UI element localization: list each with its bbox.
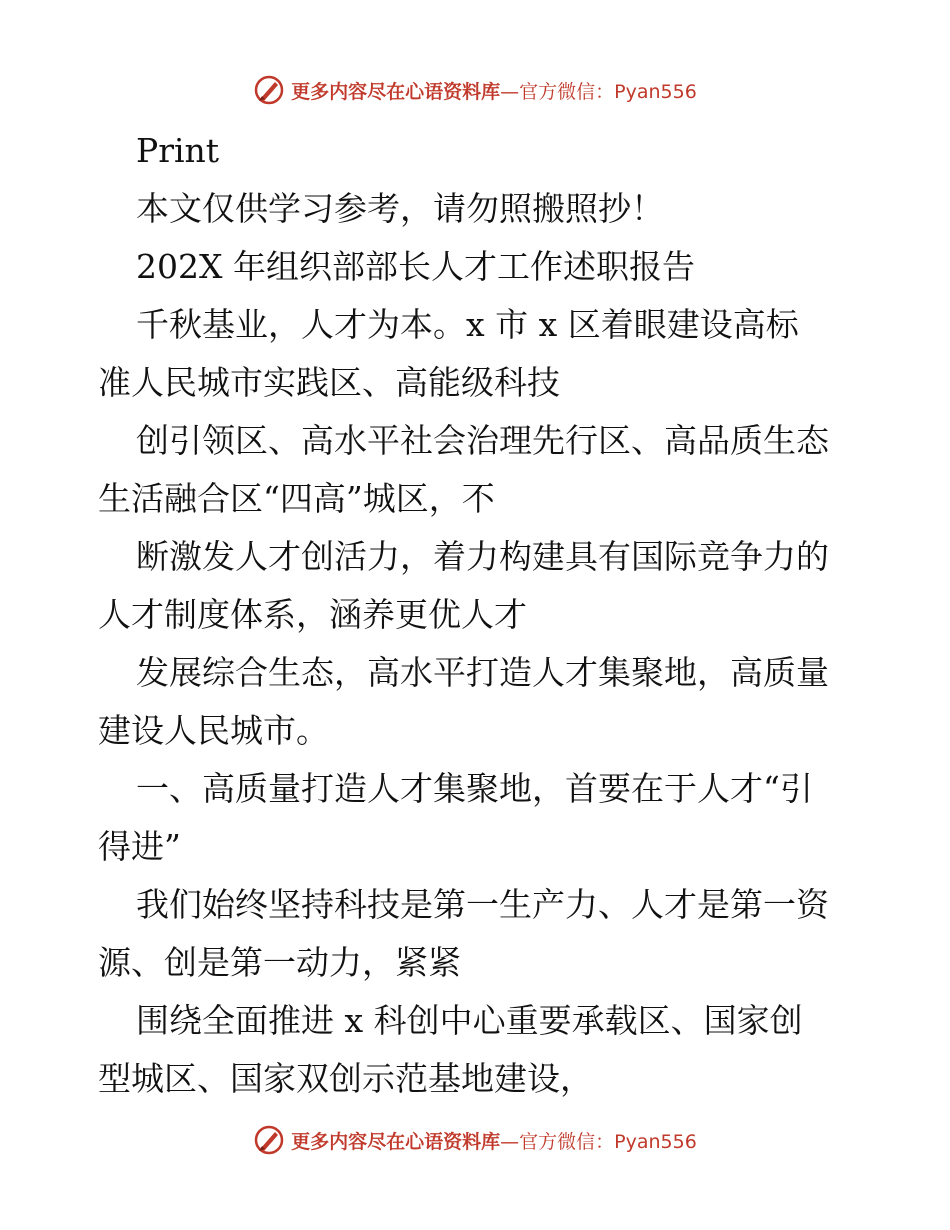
document-line: 型城区、国家双创示范基地建设， xyxy=(98,1059,593,1098)
document-line: 本文仅供学习参考，请勿照搬照抄！ xyxy=(136,189,664,228)
document-body xyxy=(98,122,858,1108)
document-line: 创引领区、高水平社会治理先行区、高品质生态 xyxy=(136,421,829,460)
footer-banner-prefix: 更多内容尽在心语资料库 xyxy=(291,1130,501,1153)
document-line: Print xyxy=(136,131,220,170)
header-banner-prefix: 更多内容尽在心语资料库 xyxy=(291,80,501,103)
document-line: 发展综合生态，高水平打造人才集聚地，高质量 xyxy=(136,653,829,692)
quill-pen-logo-icon xyxy=(253,1124,285,1156)
header-banner-suffix: —官方微信：Pyan556 xyxy=(500,80,697,103)
document-line: 千秋基业，人才为本。x 市 x 区着眼建设高标 xyxy=(136,305,799,344)
document-line: 建设人民城市。 xyxy=(98,711,329,750)
document-line: 断激发人才创活力，着力构建具有国际竞争力的 xyxy=(136,537,829,576)
document-line: 围绕全面推进 x 科创中心重要承载区、国家创 xyxy=(136,1001,803,1040)
header-banner xyxy=(0,70,950,110)
quill-pen-logo-icon xyxy=(253,74,285,106)
footer-banner-suffix: —官方微信：Pyan556 xyxy=(500,1130,697,1153)
section-heading: 一、高质量打造人才集聚地，首要在于人才“引 xyxy=(136,769,813,808)
document-line: 准人民城市实践区、高能级科技 xyxy=(98,363,560,402)
section-heading-continued: 得进” xyxy=(98,827,181,866)
document-line: 人才制度体系，涵养更优人才 xyxy=(98,595,527,634)
footer-banner xyxy=(0,1120,950,1160)
document-line: 生活融合区“四高”城区，不 xyxy=(98,479,495,518)
document-line: 我们始终坚持科技是第一生产力、人才是第一资 xyxy=(136,885,829,924)
document-title: 202X 年组织部部长人才工作述职报告 xyxy=(136,247,695,286)
document-line: 源、创是第一动力，紧紧 xyxy=(98,943,461,982)
